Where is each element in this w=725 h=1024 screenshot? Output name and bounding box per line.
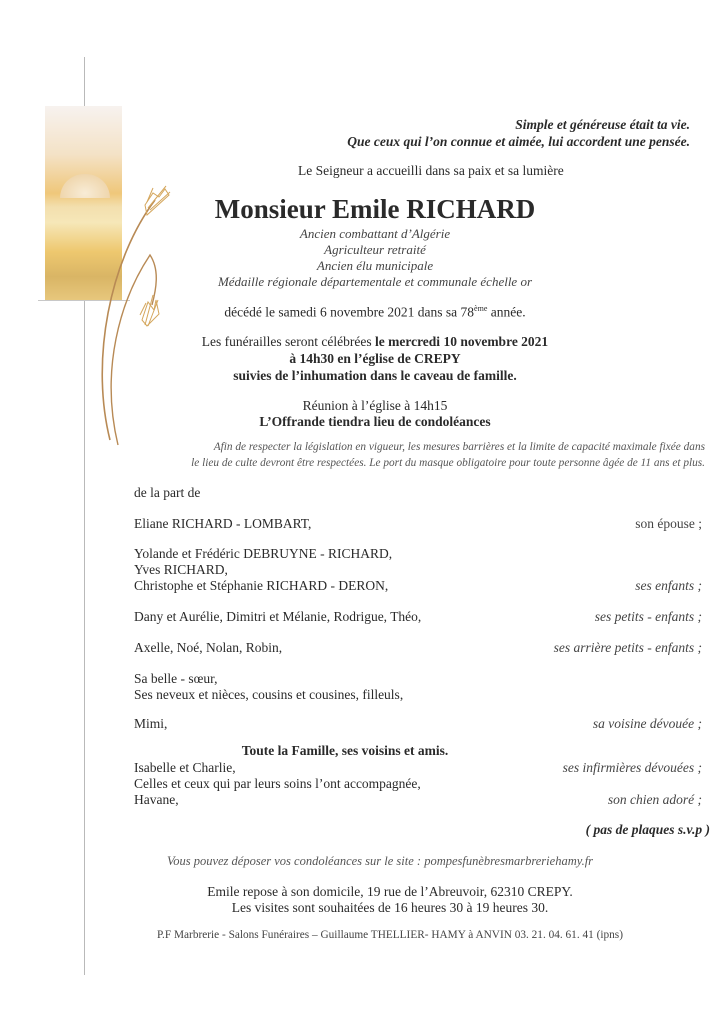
notice-line-1: Afin de respecter la législation en vigueur, les mesures barrières et la limite de capacité maximale fixée dans xyxy=(213,441,705,453)
funeral-line-3: suivies de l’inhumation dans le caveau de famille. xyxy=(233,368,517,383)
family-row: Dany et Aurélie, Dimitri et Mélanie, Rodrigue, Théo, ses petits - enfants ; xyxy=(134,609,702,624)
funeral-line-1: Les funérailles seront célébrées le mercredi 10 novembre 2021 xyxy=(201,334,549,349)
family-row: Ses neveux et nièces, cousins et cousines, filleuls, xyxy=(134,687,404,702)
others-row: Isabelle et Charlie, ses infirmières dévouées ; xyxy=(134,760,702,775)
family-row: Axelle, Noé, Nolan, Robin, ses arrière petits - enfants ; xyxy=(134,640,702,655)
deceased-title-1: Ancien combattant d’Algérie xyxy=(299,226,451,241)
rest-line-2: Les visites sont souhaitées de 16 heures 30 à 19 heures 30. xyxy=(231,900,549,915)
family-row: Yolande et Frédéric DEBRUYNE - RICHARD, xyxy=(134,546,393,561)
no-plaques-note: ( pas de plaques s.v.p ) xyxy=(585,822,710,837)
meeting-time: Réunion à l’église à 14h15 xyxy=(302,398,448,413)
rest-line-1: Emile repose à son domicile, 19 rue de l’Abreuvoir, 62310 CREPY. xyxy=(207,884,573,899)
others-row: Celles et ceux qui par leurs soins l’ont accompagnée, xyxy=(134,776,421,791)
others-row: Havane, son chien adoré ; xyxy=(134,792,702,807)
intro-text: Le Seigneur a accueilli dans sa paix et sa lumière xyxy=(298,163,564,178)
deceased-name: Monsieur Emile RICHARD xyxy=(214,194,536,224)
offering-note: L’Offrande tiendra lieu de condoléances xyxy=(259,414,491,429)
family-row: Christophe et Stéphanie RICHARD - DERON, ses enfants ; xyxy=(134,578,702,593)
condolences-site: Vous pouvez déposer vos condoléances sur le site : pompesfunèbresmarbreriehamy.fr xyxy=(166,854,594,868)
epigraph-line-1: Simple et généreuse était ta vie. xyxy=(515,117,690,132)
family-row: Mimi, sa voisine dévouée ; xyxy=(134,716,702,731)
deceased-title-4: Médaille régionale départementale et communale échelle or xyxy=(217,274,533,289)
funeral-line-2: à 14h30 en l’église de CREPY xyxy=(289,351,461,366)
deceased-title-2: Agriculteur retraité xyxy=(324,242,426,257)
whole-family: Toute la Famille, ses voisins et amis. xyxy=(241,743,449,758)
family-row: Eliane RICHARD - LOMBART, son épouse ; xyxy=(134,516,702,531)
deceased-title-3: Ancien élu municipale xyxy=(316,258,434,273)
notice-line-2: le lieu de culte devront être respectées. Le port du masque obligatoire pour toute personne âgée de 11 ans et plus. xyxy=(191,457,705,469)
from-label: de la part de xyxy=(134,485,201,500)
death-date: décédé le samedi 6 novembre 2021 dans sa 78ème année. xyxy=(224,304,526,320)
epigraph-line-2: Que ceux qui l’on connue et aimée, lui accordent une pensée. xyxy=(347,134,690,149)
funeral-home-footer: P.F Marbrerie - Salons Funéraires – Guillaume THELLIER- HAMY à ANVIN 03. 21. 04. 61. 41 (ipns) xyxy=(157,929,623,941)
family-row: Sa belle - sœur, xyxy=(134,671,218,686)
family-row: Yves RICHARD, xyxy=(134,562,228,577)
